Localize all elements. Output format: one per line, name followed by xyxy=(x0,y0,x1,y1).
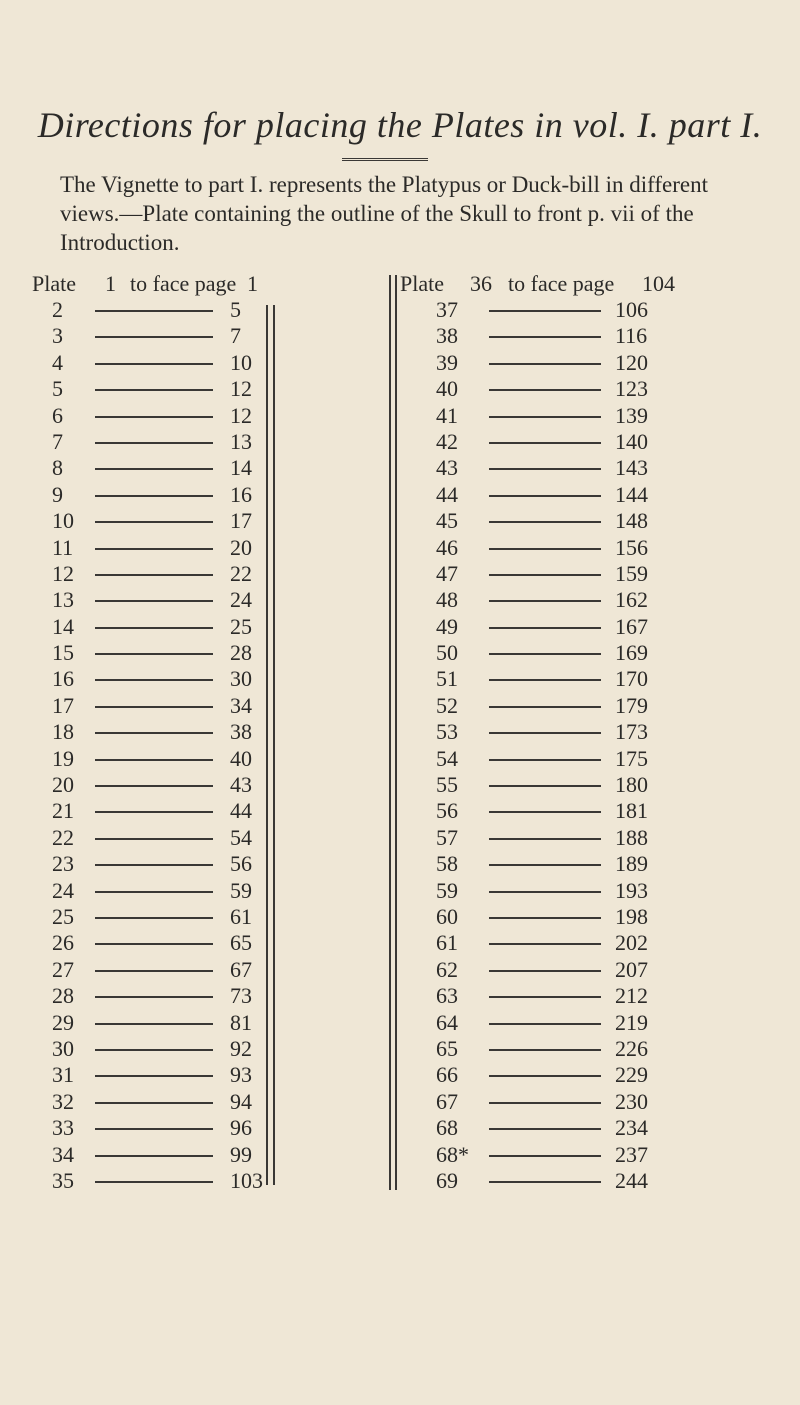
plate-row xyxy=(35,429,385,455)
plate-row xyxy=(400,376,780,402)
plate-number: 33 xyxy=(52,1115,74,1141)
leader-rule xyxy=(489,1075,601,1077)
plate-number: 14 xyxy=(52,613,74,639)
plate-number: 20 xyxy=(52,772,74,798)
plate-row xyxy=(35,878,385,904)
leader-rule xyxy=(489,838,601,840)
plate-row xyxy=(35,508,385,534)
plate-number: 19 xyxy=(52,745,74,771)
page-number: 54 xyxy=(230,824,252,850)
page-number: 139 xyxy=(615,402,648,428)
plate-number: 22 xyxy=(52,824,74,850)
plate-number: 56 xyxy=(436,798,458,824)
page-number: 193 xyxy=(615,877,648,903)
intro-paragraph: The Vignette to part I. represents the Platypus or Duck-bill in different views.—Plate containing the outline of the Skull to front p. vii of the Introduction. xyxy=(60,172,708,255)
plate-number: 63 xyxy=(436,983,458,1009)
right-header-label: Plate xyxy=(400,271,444,296)
plate-number: 23 xyxy=(52,851,74,877)
plate-row xyxy=(35,376,385,402)
page-title: Directions for placing the Plates in vol. I. part I. xyxy=(37,105,763,145)
page-number: 10 xyxy=(230,349,252,375)
plate-number: 31 xyxy=(52,1062,74,1088)
page-number: 38 xyxy=(230,719,252,745)
page-number: 169 xyxy=(615,640,648,666)
plate-number: 10 xyxy=(52,508,74,534)
page-number: 94 xyxy=(230,1088,252,1114)
leader-rule xyxy=(95,679,213,681)
leader-rule xyxy=(489,521,601,523)
leader-rule xyxy=(95,996,213,998)
page-number: 116 xyxy=(615,323,648,349)
plate-number: 46 xyxy=(436,534,458,560)
plate-number: 16 xyxy=(52,666,74,692)
plate-number: 13 xyxy=(52,587,74,613)
page-number: 56 xyxy=(230,851,252,877)
leader-rule xyxy=(95,416,213,418)
plate-row xyxy=(35,851,385,877)
page-number: 143 xyxy=(615,455,648,481)
plate-number: 41 xyxy=(436,402,458,428)
plate-row xyxy=(400,614,780,640)
plate-row xyxy=(400,508,780,534)
plate-row xyxy=(35,535,385,561)
page-number: 207 xyxy=(615,956,648,982)
plate-row xyxy=(400,957,780,983)
leader-rule xyxy=(489,706,601,708)
leader-rule xyxy=(95,970,213,972)
leader-rule xyxy=(489,548,601,550)
page-number: 162 xyxy=(615,587,648,613)
plate-row xyxy=(400,640,780,666)
plate-row xyxy=(35,1115,385,1141)
plate-number: 5 xyxy=(52,376,63,402)
plate-number: 2 xyxy=(52,297,63,322)
plate-number: 68* xyxy=(436,1141,469,1167)
leader-rule xyxy=(489,1023,601,1025)
leader-rule xyxy=(95,1102,213,1104)
leader-rule xyxy=(95,1128,213,1130)
plate-number: 68 xyxy=(436,1115,458,1141)
plate-row xyxy=(400,983,780,1009)
plate-row xyxy=(35,403,385,429)
leader-rule xyxy=(489,679,601,681)
plate-row xyxy=(35,719,385,745)
plate-number: 39 xyxy=(436,349,458,375)
left-header-label: Plate xyxy=(32,271,76,296)
plate-number: 52 xyxy=(436,692,458,718)
page-number: 173 xyxy=(615,719,648,745)
plate-row xyxy=(400,535,780,561)
leader-rule xyxy=(95,838,213,840)
leader-rule xyxy=(95,363,213,365)
leader-rule xyxy=(489,627,601,629)
plate-row xyxy=(35,640,385,666)
page-number: 61 xyxy=(230,903,252,929)
page-number: 92 xyxy=(230,1035,252,1061)
column-rule-center-1 xyxy=(389,275,391,1190)
plate-row xyxy=(35,666,385,692)
page-number: 167 xyxy=(615,613,648,639)
plate-number: 27 xyxy=(52,956,74,982)
left-header-plate-number: 1 xyxy=(105,271,116,296)
page-number: 40 xyxy=(230,745,252,771)
plate-number: 18 xyxy=(52,719,74,745)
plate-number: 12 xyxy=(52,560,74,586)
plate-row xyxy=(35,587,385,613)
plate-number: 60 xyxy=(436,903,458,929)
left-rows xyxy=(35,297,385,1194)
plate-row xyxy=(400,403,780,429)
leader-rule xyxy=(95,548,213,550)
plate-number: 57 xyxy=(436,824,458,850)
page-number: 24 xyxy=(230,587,252,613)
column-rule-left-1 xyxy=(266,305,268,1185)
plate-row xyxy=(35,904,385,930)
page-number: 96 xyxy=(230,1115,252,1141)
right-header-phrase: to face page xyxy=(508,271,615,296)
page-number: 148 xyxy=(615,508,648,534)
page-number: 181 xyxy=(615,798,648,824)
plate-number: 61 xyxy=(436,930,458,956)
leader-rule xyxy=(489,653,601,655)
page-number: 28 xyxy=(230,640,252,666)
plate-row xyxy=(400,693,780,719)
plate-number: 21 xyxy=(52,798,74,824)
plate-number: 49 xyxy=(436,613,458,639)
plate-row xyxy=(35,772,385,798)
page-number: 5 xyxy=(230,297,241,322)
leader-rule xyxy=(489,1102,601,1104)
plate-number: 45 xyxy=(436,508,458,534)
leader-rule xyxy=(95,891,213,893)
page-number: 65 xyxy=(230,930,252,956)
plate-row xyxy=(35,1036,385,1062)
plate-row xyxy=(400,561,780,587)
plate-number: 62 xyxy=(436,956,458,982)
plate-row xyxy=(400,904,780,930)
plate-row xyxy=(400,772,780,798)
page-number: 198 xyxy=(615,903,648,929)
leader-rule xyxy=(95,336,213,338)
plate-row xyxy=(400,1142,780,1168)
plate-number: 11 xyxy=(52,534,74,560)
plate-row xyxy=(35,1062,385,1088)
plate-number: 54 xyxy=(436,745,458,771)
plate-number: 30 xyxy=(52,1035,74,1061)
plate-number: 4 xyxy=(52,349,63,375)
page-number: 30 xyxy=(230,666,252,692)
page-number: 140 xyxy=(615,428,648,454)
plate-row xyxy=(400,350,780,376)
leader-rule xyxy=(95,1023,213,1025)
column-rule-center-2 xyxy=(395,275,397,1190)
page-number: 14 xyxy=(230,455,252,481)
plate-number: 50 xyxy=(436,640,458,666)
leader-rule xyxy=(489,891,601,893)
plate-number: 35 xyxy=(52,1167,74,1193)
leader-rule xyxy=(489,468,601,470)
plate-number: 15 xyxy=(52,640,74,666)
plate-number: 26 xyxy=(52,930,74,956)
leader-rule xyxy=(489,1128,601,1130)
plate-number: 53 xyxy=(436,719,458,745)
leader-rule xyxy=(95,1181,213,1183)
page-number: 180 xyxy=(615,772,648,798)
leader-rule xyxy=(95,389,213,391)
plate-number: 42 xyxy=(436,428,458,454)
page-number: 99 xyxy=(230,1141,252,1167)
page-number: 170 xyxy=(615,666,648,692)
plate-row xyxy=(400,878,780,904)
leader-rule xyxy=(95,574,213,576)
leader-rule xyxy=(489,336,601,338)
leader-rule xyxy=(489,495,601,497)
page-number: 244 xyxy=(615,1167,648,1193)
page-number: 73 xyxy=(230,983,252,1009)
plate-number: 37 xyxy=(436,297,458,322)
plate-number: 29 xyxy=(52,1009,74,1035)
leader-rule xyxy=(95,785,213,787)
leader-rule xyxy=(95,943,213,945)
plate-row xyxy=(400,1062,780,1088)
right-rows xyxy=(400,297,780,1194)
leader-rule xyxy=(95,468,213,470)
plate-number: 43 xyxy=(436,455,458,481)
plate-row xyxy=(35,297,385,323)
leader-rule xyxy=(95,600,213,602)
plate-number: 9 xyxy=(52,481,63,507)
plate-row xyxy=(35,1142,385,1168)
plate-number: 44 xyxy=(436,481,458,507)
page-number: 93 xyxy=(230,1062,252,1088)
page-number: 226 xyxy=(615,1035,648,1061)
page-number: 22 xyxy=(230,560,252,586)
plate-number: 67 xyxy=(436,1088,458,1114)
left-list-header xyxy=(32,271,385,297)
plate-row xyxy=(35,614,385,640)
plate-row xyxy=(35,693,385,719)
plate-row xyxy=(35,1168,385,1194)
title-rule xyxy=(342,158,428,161)
page-number: 12 xyxy=(230,402,252,428)
plate-row xyxy=(35,930,385,956)
leader-rule xyxy=(489,574,601,576)
plate-number: 34 xyxy=(52,1141,74,1167)
plate-number: 6 xyxy=(52,402,63,428)
leader-rule xyxy=(489,970,601,972)
plate-row xyxy=(400,587,780,613)
leader-rule xyxy=(95,627,213,629)
plate-number: 24 xyxy=(52,877,74,903)
plate-number: 69 xyxy=(436,1167,458,1193)
leader-rule xyxy=(95,442,213,444)
plate-row xyxy=(35,482,385,508)
page-number: 17 xyxy=(230,508,252,534)
page-number: 13 xyxy=(230,428,252,454)
plate-number: 59 xyxy=(436,877,458,903)
plate-row xyxy=(400,1089,780,1115)
leader-rule xyxy=(95,706,213,708)
leader-rule xyxy=(489,1049,601,1051)
page-number: 44 xyxy=(230,798,252,824)
leader-rule xyxy=(489,600,601,602)
right-plate-list xyxy=(400,271,780,1194)
plate-number: 48 xyxy=(436,587,458,613)
page-number: 212 xyxy=(615,983,648,1009)
plate-row xyxy=(35,1089,385,1115)
page-number: 16 xyxy=(230,481,252,507)
plate-row xyxy=(35,746,385,772)
plate-row xyxy=(35,983,385,1009)
page-number: 159 xyxy=(615,560,648,586)
leader-rule xyxy=(95,310,213,312)
plate-number: 58 xyxy=(436,851,458,877)
plate-number: 32 xyxy=(52,1088,74,1114)
plate-row xyxy=(400,746,780,772)
page-number: 43 xyxy=(230,772,252,798)
leader-rule xyxy=(489,996,601,998)
leader-rule xyxy=(95,521,213,523)
page-number: 120 xyxy=(615,349,648,375)
right-header-page: 104 xyxy=(642,271,675,296)
page-number: 202 xyxy=(615,930,648,956)
plate-row xyxy=(400,1036,780,1062)
leader-rule xyxy=(95,495,213,497)
leader-rule xyxy=(95,759,213,761)
page-number: 106 xyxy=(615,297,648,322)
plate-row xyxy=(400,851,780,877)
plate-number: 17 xyxy=(52,692,74,718)
right-header-plate-number: 36 xyxy=(470,271,492,296)
page-number: 175 xyxy=(615,745,648,771)
plate-number: 65 xyxy=(436,1035,458,1061)
page-number: 7 xyxy=(230,323,241,349)
plate-row xyxy=(35,957,385,983)
plate-number: 8 xyxy=(52,455,63,481)
page-number: 189 xyxy=(615,851,648,877)
page-number: 67 xyxy=(230,956,252,982)
page-number: 59 xyxy=(230,877,252,903)
page-number: 25 xyxy=(230,613,252,639)
plate-row xyxy=(400,455,780,481)
leader-rule xyxy=(489,1181,601,1183)
plate-row xyxy=(35,455,385,481)
leader-rule xyxy=(489,864,601,866)
plate-row xyxy=(400,482,780,508)
plate-row xyxy=(35,1010,385,1036)
plate-row xyxy=(400,930,780,956)
column-rule-left-2 xyxy=(273,305,275,1185)
page-number: 219 xyxy=(615,1009,648,1035)
leader-rule xyxy=(95,1155,213,1157)
right-list-header xyxy=(400,271,780,297)
plate-number: 51 xyxy=(436,666,458,692)
page-number: 234 xyxy=(615,1115,648,1141)
plate-number: 28 xyxy=(52,983,74,1009)
page-number: 144 xyxy=(615,481,648,507)
plate-number: 38 xyxy=(436,323,458,349)
page-number: 179 xyxy=(615,692,648,718)
plate-row xyxy=(35,561,385,587)
left-header-phrase: to face page xyxy=(130,271,237,296)
leader-rule xyxy=(489,943,601,945)
page-number: 123 xyxy=(615,376,648,402)
plate-number: 25 xyxy=(52,903,74,929)
leader-rule xyxy=(95,1049,213,1051)
plate-row xyxy=(400,666,780,692)
leader-rule xyxy=(489,416,601,418)
plate-row xyxy=(35,350,385,376)
leader-rule xyxy=(489,732,601,734)
page-number: 229 xyxy=(615,1062,648,1088)
plate-row xyxy=(400,798,780,824)
page-number: 230 xyxy=(615,1088,648,1114)
plate-row xyxy=(400,323,780,349)
leader-rule xyxy=(489,785,601,787)
leader-rule xyxy=(95,864,213,866)
leader-rule xyxy=(95,811,213,813)
leader-rule xyxy=(489,811,601,813)
page-number: 12 xyxy=(230,376,252,402)
leader-rule xyxy=(95,1075,213,1077)
page-number: 20 xyxy=(230,534,252,560)
plate-row xyxy=(400,429,780,455)
page-number: 81 xyxy=(230,1009,252,1035)
leader-rule xyxy=(489,310,601,312)
plate-row xyxy=(35,825,385,851)
plate-row xyxy=(400,719,780,745)
plate-number: 40 xyxy=(436,376,458,402)
page-number: 237 xyxy=(615,1141,648,1167)
plate-number: 55 xyxy=(436,772,458,798)
plate-row xyxy=(400,1115,780,1141)
page-number: 34 xyxy=(230,692,252,718)
left-header-page: 1 xyxy=(247,271,258,296)
plate-row xyxy=(400,297,780,323)
leader-rule xyxy=(489,389,601,391)
page-number: 103 xyxy=(230,1167,263,1193)
plate-row xyxy=(35,798,385,824)
plate-row xyxy=(400,1010,780,1036)
leader-rule xyxy=(489,1155,601,1157)
plate-number: 3 xyxy=(52,323,63,349)
leader-rule xyxy=(95,732,213,734)
plate-row xyxy=(400,1168,780,1194)
leader-rule xyxy=(489,759,601,761)
left-plate-list xyxy=(32,271,385,1194)
leader-rule xyxy=(95,653,213,655)
leader-rule xyxy=(489,363,601,365)
page-number: 188 xyxy=(615,824,648,850)
page-number: 156 xyxy=(615,534,648,560)
leader-rule xyxy=(489,917,601,919)
leader-rule xyxy=(95,917,213,919)
plate-row xyxy=(400,825,780,851)
plate-number: 64 xyxy=(436,1009,458,1035)
plate-row xyxy=(35,323,385,349)
plate-number: 47 xyxy=(436,560,458,586)
plate-number: 7 xyxy=(52,428,63,454)
plate-number: 66 xyxy=(436,1062,458,1088)
leader-rule xyxy=(489,442,601,444)
